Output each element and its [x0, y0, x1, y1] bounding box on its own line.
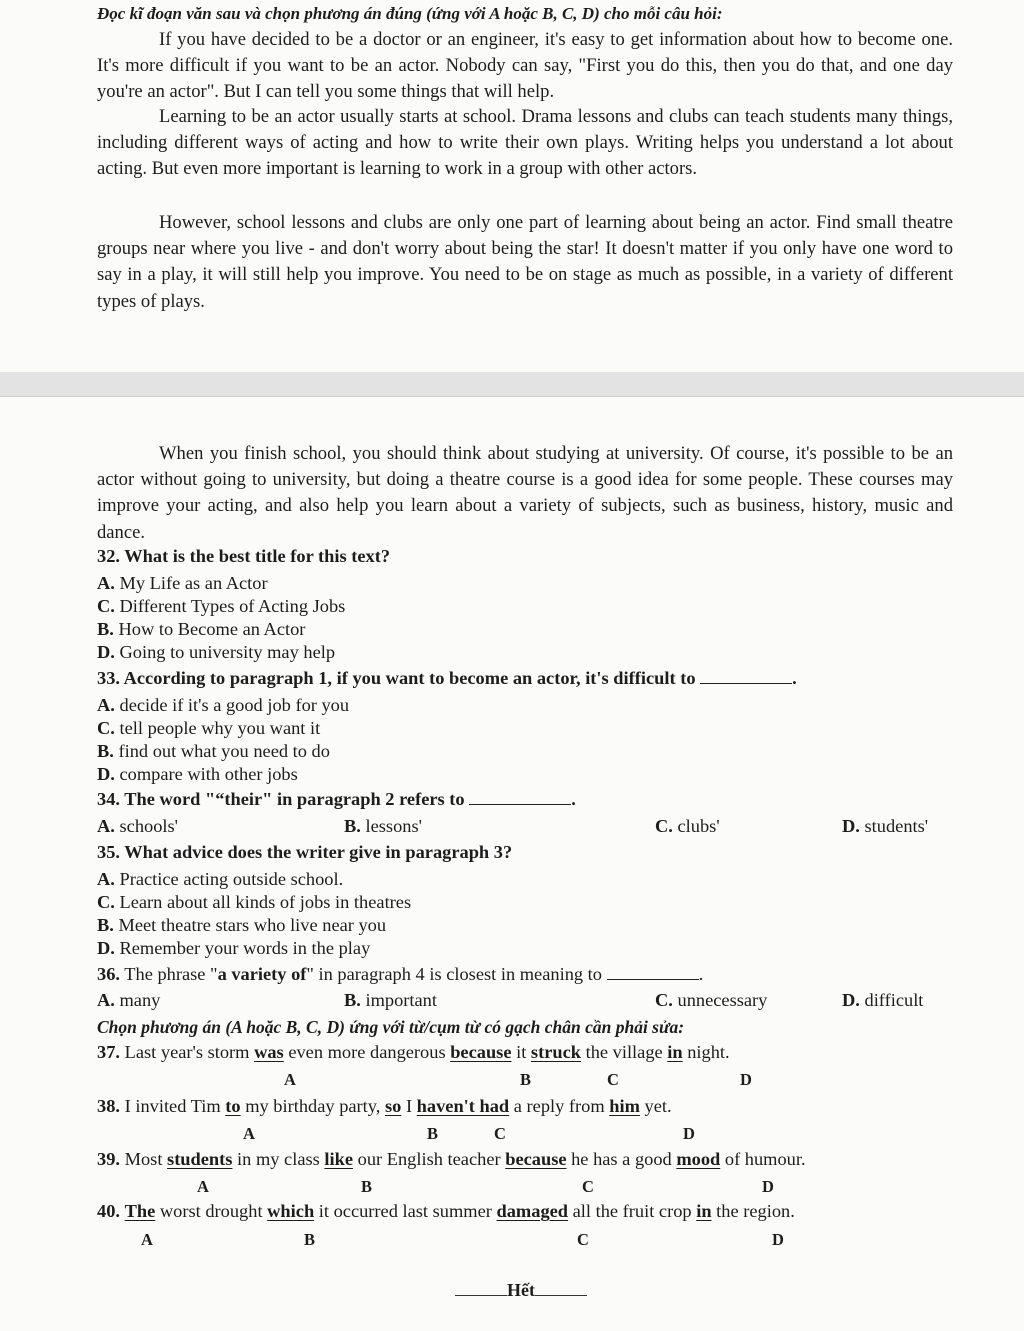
label-a: A	[284, 1070, 296, 1089]
q34-option: A. schools'	[97, 816, 178, 836]
label-d: D	[762, 1177, 774, 1196]
label-c: C	[607, 1070, 619, 1089]
paragraph-1: If you have decided to be a doctor or an engineer, it's easy to get information about how to become one. It's more difficult if you want to be an actor. Nobody can say, "First you do this, then you do that, and one day you're an actor". But I can tell you some things that will help.	[97, 29, 953, 103]
question-34: 34. The word "“their" in paragraph 2 refers to .	[97, 789, 576, 809]
question-33: 33. According to paragraph 1, if you want to become an actor, it's difficult to .	[97, 668, 797, 688]
label-b: B	[520, 1070, 532, 1089]
question-32: 32. What is the best title for this text?	[97, 546, 391, 566]
label-a: A	[197, 1177, 209, 1196]
label-b: B	[304, 1230, 316, 1249]
q35-option: D. Remember your words in the play	[97, 938, 371, 958]
section-2-heading: Chọn phương án (A hoặc B, C, D) ứng với từ/cụm từ có gạch chân cần phải sửa:	[97, 1017, 685, 1037]
answer-blank	[607, 964, 699, 980]
label-c: C	[494, 1124, 506, 1143]
q33-option: B. find out what you need to do	[97, 741, 330, 761]
q33-option: C. tell people why you want it	[97, 718, 321, 738]
q34-option: B. lessons'	[344, 816, 422, 836]
q35-option: A. Practice acting outside school.	[97, 869, 344, 889]
q36-option: B. important	[344, 990, 437, 1010]
q32-option: D. Going to university may help	[97, 642, 336, 662]
label-c: C	[577, 1230, 589, 1249]
q36-option: A. many	[97, 990, 161, 1010]
label-a: A	[243, 1124, 255, 1143]
answer-blank	[469, 789, 571, 805]
instruction-heading: Đọc kĩ đoạn văn sau và chọn phương án đúng (ứng với A hoặc B, C, D) cho mỗi câu hỏi:	[97, 4, 723, 23]
label-b: B	[427, 1124, 439, 1143]
end-marker: Hết	[455, 1280, 587, 1301]
page-separator	[0, 372, 1024, 396]
q33-option: A. decide if it's a good job for you	[97, 695, 350, 715]
question-37: 37. Last year's storm was even more dangerous because it struck the village in night.	[97, 1042, 730, 1062]
label-a: A	[141, 1230, 153, 1249]
page-1	[0, 0, 1024, 373]
q34-option: D. students'	[842, 816, 929, 836]
question-39: 39. Most students in my class like our English teacher because he has a good mood of humour.	[97, 1149, 806, 1169]
paragraph-4: When you finish school, you should think about studying at university. Of course, it's possible to be an actor without going to university, but doing a theatre course is a good idea for some people. These courses may improve your acting, and also help you learn about a variety of subjects, such as business, history, music and dance.	[97, 443, 953, 543]
q35-option: C. Learn about all kinds of jobs in theatres	[97, 892, 412, 912]
question-38: 38. I invited Tim to my birthday party, so I haven't had a reply from him yet.	[97, 1096, 672, 1116]
q35-option: B. Meet theatre stars who live near you	[97, 915, 387, 935]
q34-option: C. clubs'	[655, 816, 720, 836]
question-36: 36. The phrase "a variety of" in paragraph 4 is closest in meaning to .	[97, 964, 704, 984]
q36-option: C. unnecessary	[655, 990, 768, 1010]
label-d: D	[740, 1070, 752, 1089]
paragraph-2: Learning to be an actor usually starts at school. Drama lessons and clubs can teach students many things, including different ways of acting and how to write their own plays. Writing helps you understand a lot about acting. But even more important is learning to work in a group with other actors.	[97, 106, 953, 180]
q32-option: C. Different Types of Acting Jobs	[97, 596, 346, 616]
label-d: D	[772, 1230, 784, 1249]
label-c: C	[582, 1177, 594, 1196]
q33-option: D. compare with other jobs	[97, 764, 298, 784]
answer-blank	[700, 668, 792, 684]
q32-option: B. How to Become an Actor	[97, 619, 306, 639]
q36-option: D. difficult	[842, 990, 924, 1010]
question-40: 40. The worst drought which it occurred last summer damaged all the fruit crop in the region.	[97, 1201, 795, 1221]
end-dash-left	[455, 1281, 507, 1296]
paragraph-3: However, school lessons and clubs are only one part of learning about being an actor. Find small theatre groups near where you live - and don't worry about being the star! It doesn't matter if you only have one word to say in a play, it will still help you improve. You need to be on stage as much as possible, in a variety of different types of plays.	[97, 212, 953, 312]
question-35: 35. What advice does the writer give in paragraph 3?	[97, 842, 513, 862]
label-b: B	[361, 1177, 373, 1196]
end-dash-right	[535, 1281, 587, 1296]
label-d: D	[683, 1124, 695, 1143]
q32-option: A. My Life as an Actor	[97, 573, 268, 593]
